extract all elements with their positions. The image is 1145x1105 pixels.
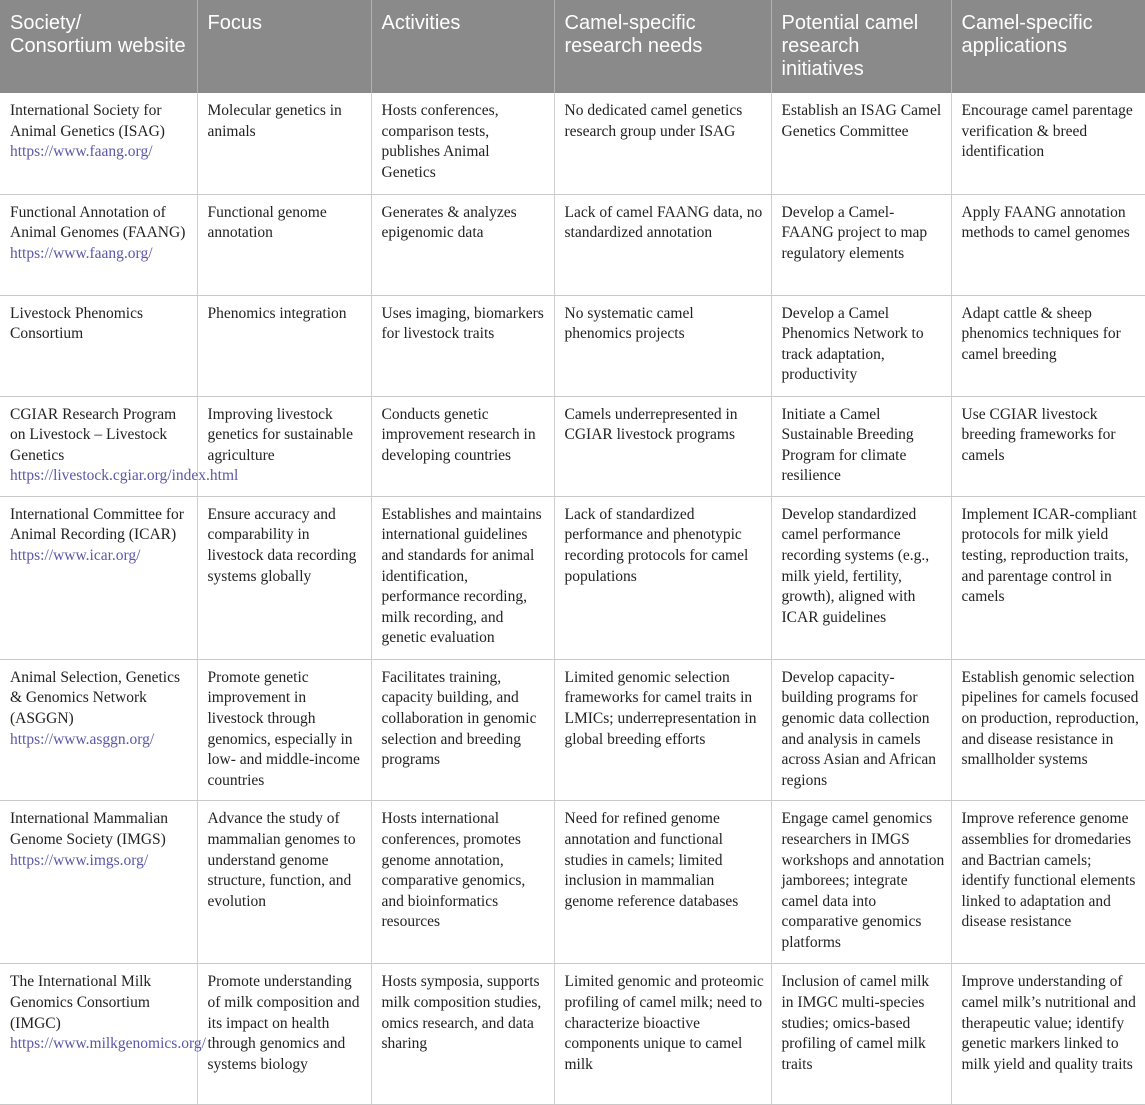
header-activities: Activities bbox=[371, 0, 554, 93]
focus-cell: Phenomics integration bbox=[197, 295, 371, 396]
focus-cell: Promote genetic improvement in livestock through genomics, especially in low- and middle-income countries bbox=[197, 659, 371, 801]
applications-cell: Establish genomic selection pipelines for camels focused on production, reproduction, and disease resistance in smallholder systems bbox=[951, 659, 1145, 801]
focus-cell: Promote understanding of milk composition and its impact on health through genomics and systems biology bbox=[197, 964, 371, 1105]
table-row bbox=[0, 194, 1145, 295]
society-link[interactable]: https://www.faang.org/ bbox=[10, 143, 153, 161]
society-name: International Committee for Animal Recording (ICAR) bbox=[10, 505, 184, 544]
activities-cell: Hosts international conferences, promotes genome annotation, comparative genomics, and bioinformatics resources bbox=[371, 801, 554, 964]
focus-cell: Ensure accuracy and comparability in livestock data recording systems globally bbox=[197, 496, 371, 659]
applications-cell: Adapt cattle & sheep phenomics techniques for camel breeding bbox=[951, 295, 1145, 396]
society-link[interactable]: https://www.milkgenomics.org/ bbox=[10, 1035, 206, 1053]
activities-cell: Establishes and maintains international guidelines and standards for animal identification, performance recording, milk recording, and genetic evaluation bbox=[371, 496, 554, 659]
initiatives-cell: Develop a Camel-FAANG project to map regulatory elements bbox=[771, 194, 951, 295]
applications-cell: Use CGIAR livestock breeding frameworks for camels bbox=[951, 396, 1145, 496]
needs-cell: Camels underrepresented in CGIAR livestock programs bbox=[554, 396, 771, 496]
header-row bbox=[0, 0, 1145, 93]
needs-cell: Lack of camel FAANG data, no standardized annotation bbox=[554, 194, 771, 295]
society-name: CGIAR Research Program on Livestock – Livestock Genetics bbox=[10, 405, 177, 464]
initiatives-cell: Establish an ISAG Camel Genetics Committee bbox=[771, 93, 951, 194]
header-research-needs: Camel-specific research needs bbox=[554, 0, 771, 93]
initiatives-cell: Inclusion of camel milk in IMGC multi-species studies; omics-based profiling of camel milk traits bbox=[771, 964, 951, 1105]
society-name: Animal Selection, Genetics & Genomics Network (ASGGN) bbox=[10, 668, 181, 728]
header-society: Society/ Consortium website bbox=[0, 0, 197, 93]
table-row bbox=[0, 659, 1145, 801]
needs-cell: Limited genomic selection frameworks for camel traits in LMICs; underrepresentation in global breeding efforts bbox=[554, 659, 771, 801]
society-cell bbox=[0, 93, 197, 194]
needs-cell: Need for refined genome annotation and functional studies in camels; limited inclusion in mammalian genome reference databases bbox=[554, 801, 771, 964]
header-focus: Focus bbox=[197, 0, 371, 93]
header-research-initiatives: Potential camel research initiatives bbox=[771, 0, 951, 93]
activities-cell: Conducts genetic improvement research in developing countries bbox=[371, 396, 554, 496]
table-row bbox=[0, 295, 1145, 396]
focus-cell: Functional genome annotation bbox=[197, 194, 371, 295]
needs-cell: Limited genomic and proteomic profiling of camel milk; need to characterize bioactive components unique to camel milk bbox=[554, 964, 771, 1105]
applications-cell: Apply FAANG annotation methods to camel genomes bbox=[951, 194, 1145, 295]
activities-cell: Facilitates training, capacity building, and collaboration in genomic selection and breeding programs bbox=[371, 659, 554, 801]
applications-cell: Improve reference genome assemblies for dromedaries and Bactrian camels; identify functional elements linked to adaptation and disease resistance bbox=[951, 801, 1145, 964]
society-link[interactable]: https://www.imgs.org/ bbox=[10, 851, 149, 869]
society-cell bbox=[0, 396, 239, 496]
needs-cell: Lack of standardized performance and phenotypic recording protocols for camel populations bbox=[554, 496, 771, 659]
society-link[interactable]: https://www.asggn.org/ bbox=[10, 730, 155, 748]
table-row bbox=[0, 93, 1145, 194]
focus-cell: Advance the study of mammalian genomes to understand genome structure, function, and evolution bbox=[197, 801, 371, 964]
table-row bbox=[0, 964, 1145, 1105]
table-row bbox=[0, 396, 1145, 496]
society-cell bbox=[0, 194, 197, 295]
table-body bbox=[0, 93, 1145, 1105]
society-cell bbox=[0, 295, 197, 396]
table-header bbox=[0, 0, 1145, 93]
society-link[interactable]: https://www.icar.org/ bbox=[10, 547, 141, 565]
table-row bbox=[0, 801, 1145, 964]
header-applications: Camel-specific applications bbox=[951, 0, 1145, 93]
society-cell bbox=[0, 801, 197, 964]
society-link[interactable]: https://livestock.cgiar.org/index.html bbox=[10, 467, 239, 485]
focus-cell: Molecular genetics in animals bbox=[197, 93, 371, 194]
society-cell bbox=[0, 964, 206, 1105]
activities-cell: Generates & analyzes epigenomic data bbox=[371, 194, 554, 295]
society-link[interactable]: https://www.faang.org/ bbox=[10, 244, 153, 262]
society-cell bbox=[0, 496, 197, 659]
society-name: The International Milk Genomics Consortium (IMGC) bbox=[10, 973, 152, 1032]
initiatives-cell: Develop capacity-building programs for genomic data collection and analysis in camels across Asian and African regions bbox=[771, 659, 951, 801]
initiatives-cell: Engage camel genomics researchers in IMGS workshops and annotation jamborees; integrate camel data into comparative genomics platforms bbox=[771, 801, 951, 964]
society-name: International Society for Animal Genetics (ISAG) bbox=[10, 102, 165, 140]
activities-cell: Uses imaging, biomarkers for livestock traits bbox=[371, 295, 554, 396]
initiatives-cell: Develop standardized camel performance recording systems (e.g., milk yield, fertility, growth), aligned with ICAR guidelines bbox=[771, 496, 951, 659]
society-name: Functional Annotation of Animal Genomes (FAANG) bbox=[10, 203, 186, 242]
society-name: International Mammalian Genome Society (IMGS) bbox=[10, 810, 168, 849]
activities-cell: Hosts symposia, supports milk composition studies, omics research, and data sharing bbox=[371, 964, 554, 1105]
applications-cell: Implement ICAR-compliant protocols for milk yield testing, reproduction traits, and parentage control in camels bbox=[951, 496, 1145, 659]
applications-cell: Encourage camel parentage verification & breed identification bbox=[951, 93, 1145, 194]
focus-cell: Improving livestock genetics for sustainable agriculture bbox=[197, 396, 371, 496]
needs-cell: No dedicated camel genetics research group under ISAG bbox=[554, 93, 771, 194]
applications-cell: Improve understanding of camel milk’s nutritional and therapeutic value; identify genetic markers linked to milk yield and quality traits bbox=[951, 964, 1145, 1105]
initiatives-cell: Initiate a Camel Sustainable Breeding Program for climate resilience bbox=[771, 396, 951, 496]
needs-cell: No systematic camel phenomics projects bbox=[554, 295, 771, 396]
table-row bbox=[0, 496, 1145, 659]
initiatives-cell: Develop a Camel Phenomics Network to track adaptation, productivity bbox=[771, 295, 951, 396]
society-cell bbox=[0, 659, 197, 801]
society-name: Livestock Phenomics Consortium bbox=[10, 304, 144, 343]
activities-cell: Hosts conferences, comparison tests, publishes Animal Genetics bbox=[371, 93, 554, 194]
